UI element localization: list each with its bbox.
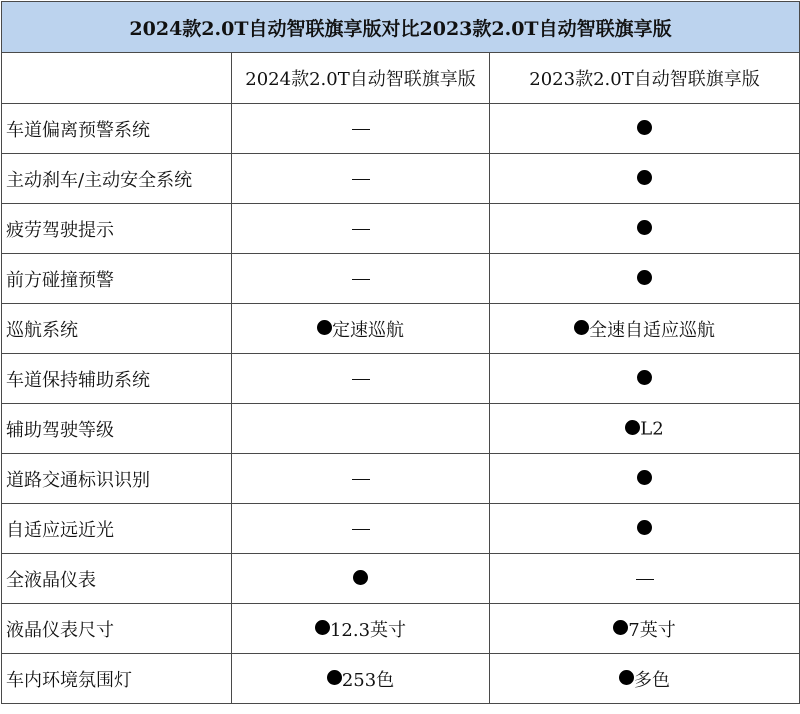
table-row: [2, 454, 800, 504]
value-cell-2024: [232, 254, 490, 304]
filled-dot-icon: [625, 420, 640, 435]
feature-label: 巡航系统: [2, 304, 232, 354]
table-body: [2, 104, 800, 704]
feature-label: 主动刹车/主动安全系统: [2, 154, 232, 204]
value-text: 253色: [341, 669, 395, 691]
dash-icon: [352, 179, 370, 180]
comparison-table: [1, 1, 800, 704]
value-text: L2: [640, 418, 664, 440]
filled-dot-icon: [637, 520, 652, 535]
feature-label: 车道保持辅助系统: [2, 354, 232, 404]
value-cell-2024: [232, 154, 490, 204]
value-cell-2023: [490, 504, 800, 554]
filled-dot-icon: [637, 370, 652, 385]
feature-label: 前方碰撞预警: [2, 254, 232, 304]
table-row: [2, 254, 800, 304]
value-cell-2024: [232, 104, 490, 154]
value-text: 多色: [634, 669, 670, 691]
column-header-row: [2, 53, 800, 104]
value-cell-2023: [490, 654, 800, 704]
table-row: [2, 654, 800, 704]
table-row: [2, 404, 800, 454]
dash-icon: [352, 129, 370, 130]
dash-icon: [352, 479, 370, 480]
filled-dot-icon: [317, 320, 332, 335]
table-row: [2, 604, 800, 654]
value-cell-2024: [232, 454, 490, 504]
table-row: [2, 304, 800, 354]
value-cell-2023: [490, 554, 800, 604]
value-cell-2024: [232, 354, 490, 404]
value-cell-2024: [232, 504, 490, 554]
value-cell-2023: [490, 304, 800, 354]
value-cell-2023: [490, 154, 800, 204]
table-row: [2, 104, 800, 154]
dash-icon: [352, 279, 370, 280]
table-row: [2, 154, 800, 204]
value-cell-2024: [232, 304, 490, 354]
comparison-sheet: [0, 1, 800, 714]
dash-icon: [352, 529, 370, 530]
value-text: 7英寸: [628, 619, 676, 641]
feature-label: 全液晶仪表: [2, 554, 232, 604]
filled-dot-icon: [315, 620, 330, 635]
value-text: 定速巡航: [332, 319, 404, 341]
feature-label: 辅助驾驶等级: [2, 404, 232, 454]
filled-dot-icon: [353, 570, 368, 585]
filled-dot-icon: [574, 320, 589, 335]
value-cell-2023: [490, 604, 800, 654]
value-cell-2023: [490, 354, 800, 404]
feature-label: 疲劳驾驶提示: [2, 204, 232, 254]
dash-icon: [352, 379, 370, 380]
column-header-2024: 2024款2.0T自动智联旗享版: [232, 53, 490, 104]
table-title: 2024款2.0T自动智联旗享版对比2023款2.0T自动智联旗享版: [2, 2, 800, 53]
filled-dot-icon: [613, 620, 628, 635]
dash-icon: [636, 579, 654, 580]
column-header-blank: [2, 53, 232, 104]
filled-dot-icon: [637, 470, 652, 485]
dash-icon: [352, 229, 370, 230]
value-text: 全速自适应巡航: [589, 319, 715, 341]
value-text: 12.3英寸: [329, 619, 407, 641]
value-cell-2023: [490, 104, 800, 154]
value-cell-2024: [232, 604, 490, 654]
filled-dot-icon: [637, 170, 652, 185]
feature-label: 自适应远近光: [2, 504, 232, 554]
filled-dot-icon: [619, 670, 634, 685]
value-cell-2023: [490, 204, 800, 254]
column-header-2023: 2023款2.0T自动智联旗享版: [490, 53, 800, 104]
table-row: [2, 504, 800, 554]
filled-dot-icon: [637, 270, 652, 285]
table-row: [2, 204, 800, 254]
value-cell-2024: [232, 204, 490, 254]
table-row: [2, 554, 800, 604]
value-cell-2024: [232, 654, 490, 704]
value-cell-2023: [490, 404, 800, 454]
value-cell-2023: [490, 254, 800, 304]
value-cell-2024: [232, 404, 490, 454]
table-row: [2, 354, 800, 404]
filled-dot-icon: [637, 120, 652, 135]
feature-label: 液晶仪表尺寸: [2, 604, 232, 654]
feature-label: 道路交通标识识别: [2, 454, 232, 504]
filled-dot-icon: [327, 670, 342, 685]
value-cell-2024: [232, 554, 490, 604]
feature-label: 车道偏离预警系统: [2, 104, 232, 154]
filled-dot-icon: [637, 220, 652, 235]
value-cell-2023: [490, 454, 800, 504]
feature-label: 车内环境氛围灯: [2, 654, 232, 704]
